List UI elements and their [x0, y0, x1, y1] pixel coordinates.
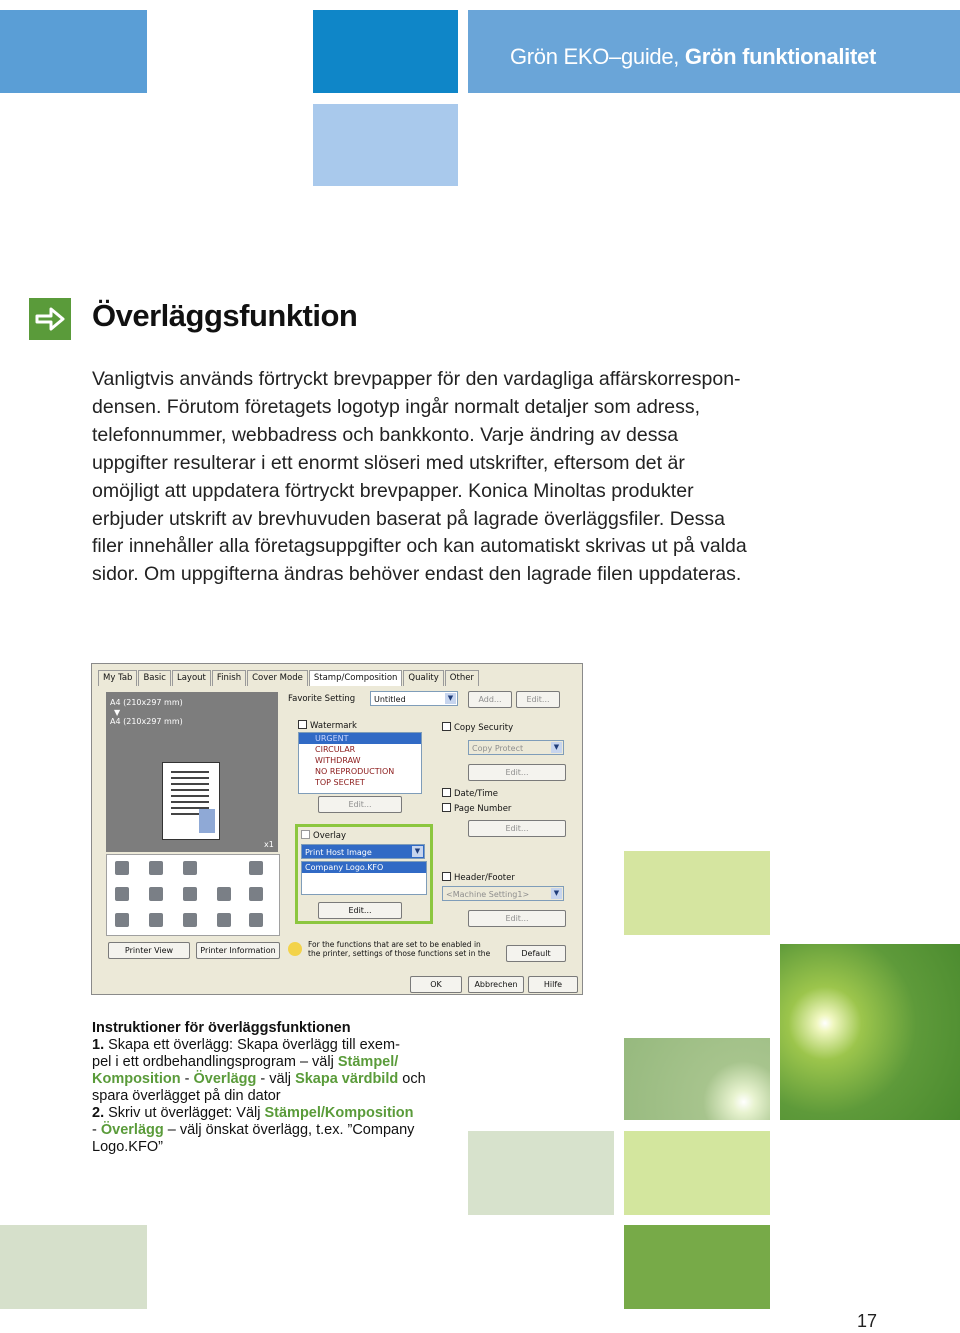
page-number-label: Page Number: [454, 804, 512, 814]
header-block-2: [313, 10, 458, 93]
list-item[interactable]: NO REPRODUCTION: [315, 767, 395, 776]
instructions-step-2-cont: Logo.KFO”: [92, 1139, 163, 1155]
decor-square: [624, 1131, 770, 1215]
step-number: 1.: [92, 1037, 105, 1053]
favorite-setting-value: Untitled: [374, 695, 406, 704]
highlight-text: Överlägg: [193, 1071, 257, 1087]
header-footer-label: Header/Footer: [454, 873, 515, 883]
date-time-checkbox[interactable]: [442, 788, 498, 799]
copy-protect-value: Copy Protect: [472, 744, 524, 753]
tab-quality[interactable]: Quality: [403, 670, 443, 686]
edit-header-button[interactable]: Edit...: [468, 910, 566, 927]
function-icon[interactable]: [115, 913, 129, 927]
intro-line: sidor. Om uppgifterna ändras behöver endast den lagrade filen uppdateras.: [92, 563, 742, 586]
overlay-select-value: Print Host Image: [305, 848, 372, 857]
tab-basic[interactable]: Basic: [138, 670, 171, 686]
right-arrow-icon: [29, 298, 71, 340]
instructions-step-2-cont: [92, 1122, 447, 1139]
intro-line: filer innehåller alla företagsuppgifter och kan automatiskt skrivas ut på valda: [92, 535, 747, 558]
decor-square: [0, 1225, 147, 1309]
printer-driver-dialog: [91, 663, 583, 995]
list-item[interactable]: Company Logo.KFO: [302, 862, 426, 873]
paper-size-label: A4 (210x297 mm): [110, 698, 183, 707]
cancel-button[interactable]: Abbrechen: [468, 976, 524, 993]
page-number-checkbox[interactable]: [442, 803, 511, 814]
edit-overlay-button[interactable]: Edit...: [318, 902, 402, 919]
copy-security-label: Copy Security: [454, 723, 514, 733]
intro-line: telefonnummer, webbadress och bankkonto. Varje ändring av dessa: [92, 423, 679, 446]
function-icon-grid: [106, 854, 280, 936]
tab-stamp-composition[interactable]: Stamp/Composition: [309, 670, 403, 686]
decor-square: [624, 851, 770, 935]
step-text: och: [402, 1071, 426, 1087]
function-icon[interactable]: [149, 913, 163, 927]
paper-preview: [106, 692, 278, 852]
intro-line: densen. Förutom företagets logotyp ingår normalt detaljer som adress,: [92, 395, 701, 418]
lightbulb-icon: [288, 942, 302, 956]
intro-line: Vanligtvis används förtryckt brevpapper för den vardagliga affärskorrespon-: [92, 368, 741, 390]
function-icon[interactable]: [249, 913, 263, 927]
instructions-step-1-cont: [92, 1054, 447, 1071]
copies-count: x1: [264, 840, 274, 849]
page-preview-icon: [162, 762, 220, 840]
decor-square: [468, 1131, 614, 1215]
overlay-mark-icon: [199, 809, 215, 833]
printer-view-button[interactable]: Printer View: [108, 942, 190, 959]
copy-security-checkbox[interactable]: [442, 722, 513, 733]
printer-information-button[interactable]: Printer Information: [196, 942, 280, 959]
step-text: -: [92, 1122, 97, 1138]
overlay-checkbox[interactable]: [301, 830, 346, 841]
function-icon[interactable]: [149, 861, 163, 875]
header-footer-checkbox[interactable]: [442, 872, 515, 883]
tab-other[interactable]: Other: [445, 670, 479, 686]
machine-setting-value: <Machine Setting1>: [446, 890, 530, 899]
step-text: – välj önskat överlägg, t.ex. ”Company: [167, 1122, 415, 1138]
step-text: -: [184, 1071, 190, 1087]
function-icon[interactable]: [217, 913, 231, 927]
function-icon[interactable]: [149, 887, 163, 901]
edit-date-button[interactable]: Edit...: [468, 820, 566, 837]
step-text: Skriv ut överlägget: Välj: [108, 1105, 261, 1121]
tab-layout[interactable]: Layout: [172, 670, 211, 686]
hint-text-2: the printer, settings of those functions set in the: [308, 949, 491, 958]
default-button[interactable]: Default: [506, 945, 566, 962]
function-icon[interactable]: [183, 913, 197, 927]
chevron-down-icon: ▼: [551, 742, 562, 753]
intro-line: uppgifter resulterar i ett enormt slöseri med utskrifter, eftersom det är: [92, 451, 685, 474]
watermark-list[interactable]: [298, 732, 422, 794]
tab-my-tab[interactable]: My Tab: [98, 670, 137, 686]
header-title-bold: Grön funktionalitet: [684, 44, 876, 69]
highlight-text: Komposition: [92, 1071, 181, 1087]
favorite-setting-label: Favorite Setting: [288, 694, 356, 704]
intro-paragraph: [92, 366, 832, 589]
highlight-text: Stämpel/Komposition: [264, 1105, 414, 1121]
header-title-regular: Grön EKO–guide,: [509, 44, 680, 69]
watermark-checkbox[interactable]: [298, 720, 357, 731]
instructions-step-2: [92, 1105, 447, 1122]
highlight-text: Skapa värdbild: [295, 1071, 399, 1087]
overlay-select[interactable]: [301, 844, 425, 859]
overlay-label: Overlay: [313, 831, 347, 841]
decor-square: [624, 1225, 770, 1309]
function-icon[interactable]: [183, 887, 197, 901]
function-icon[interactable]: [115, 887, 129, 901]
tab-finish[interactable]: Finish: [212, 670, 246, 686]
chevron-down-icon: ▼: [551, 888, 562, 899]
edit-favorite-button[interactable]: Edit...: [516, 691, 560, 708]
function-icon[interactable]: [115, 861, 129, 875]
list-item[interactable]: WITHDRAW: [315, 756, 361, 765]
instructions-step-1: [92, 1037, 447, 1054]
overlay-file-list[interactable]: [301, 861, 427, 895]
machine-setting-select[interactable]: [442, 886, 564, 901]
instructions: [92, 1020, 447, 1156]
tab-cover-mode[interactable]: Cover Mode: [247, 670, 308, 686]
step-text: Skapa ett överlägg: Skapa överlägg till exem-: [108, 1037, 400, 1053]
step-text: - välj: [260, 1071, 292, 1087]
list-item[interactable]: TOP SECRET: [315, 778, 365, 787]
header-block-1: [0, 10, 147, 93]
help-button[interactable]: Hilfe: [528, 976, 578, 993]
instructions-heading: Instruktioner för överläggsfunktionen: [92, 1020, 351, 1036]
header-block-3: [313, 104, 458, 186]
favorite-setting-select[interactable]: [370, 691, 458, 706]
chevron-down-icon: ▼: [445, 693, 456, 704]
page-number: 17: [856, 1311, 877, 1331]
highlight-text: Överlägg: [100, 1122, 164, 1138]
intro-line: omöjligt att uppdatera förtryckt brevpapper. Konica Minoltas produkter: [92, 479, 694, 502]
chevron-down-icon: ▼: [412, 846, 423, 857]
date-time-label: Date/Time: [454, 789, 498, 799]
function-icon[interactable]: [249, 861, 263, 875]
step-number: 2.: [92, 1105, 105, 1121]
hint-text-1: For the functions that are set to be enabled in: [308, 940, 481, 949]
instructions-step-1-cont: [92, 1071, 447, 1088]
chevron-down-icon: ▼: [114, 708, 121, 717]
decor-square: [780, 944, 960, 1120]
watermark-label: Watermark: [310, 721, 357, 731]
list-item[interactable]: CIRCULAR: [315, 745, 356, 754]
function-icon[interactable]: [249, 887, 263, 901]
instructions-step-1-cont: spara överlägget på din dator: [92, 1088, 281, 1104]
copy-protect-select[interactable]: [468, 740, 564, 755]
function-icon[interactable]: [183, 861, 197, 875]
edit-watermark-button[interactable]: Edit...: [318, 796, 402, 813]
highlight-text: Stämpel/: [337, 1054, 399, 1070]
step-text: pel i ett ordbehandlingsprogram – välj: [92, 1054, 334, 1070]
header-title: [510, 44, 876, 70]
function-icon[interactable]: [217, 887, 231, 901]
paper-size-label: A4 (210x297 mm): [110, 717, 183, 726]
add-button[interactable]: Add...: [468, 691, 512, 708]
ok-button[interactable]: OK: [410, 976, 462, 993]
intro-line: erbjuder utskrift av brevhuvuden baserat på lagrade överläggsfiler. Dessa: [92, 507, 726, 530]
edit-copy-security-button[interactable]: Edit...: [468, 764, 566, 781]
dialog-tabs: [98, 670, 480, 686]
list-item[interactable]: URGENT: [299, 733, 421, 744]
decor-square: [624, 1038, 770, 1120]
section-title: Överläggsfunktion: [92, 298, 358, 333]
